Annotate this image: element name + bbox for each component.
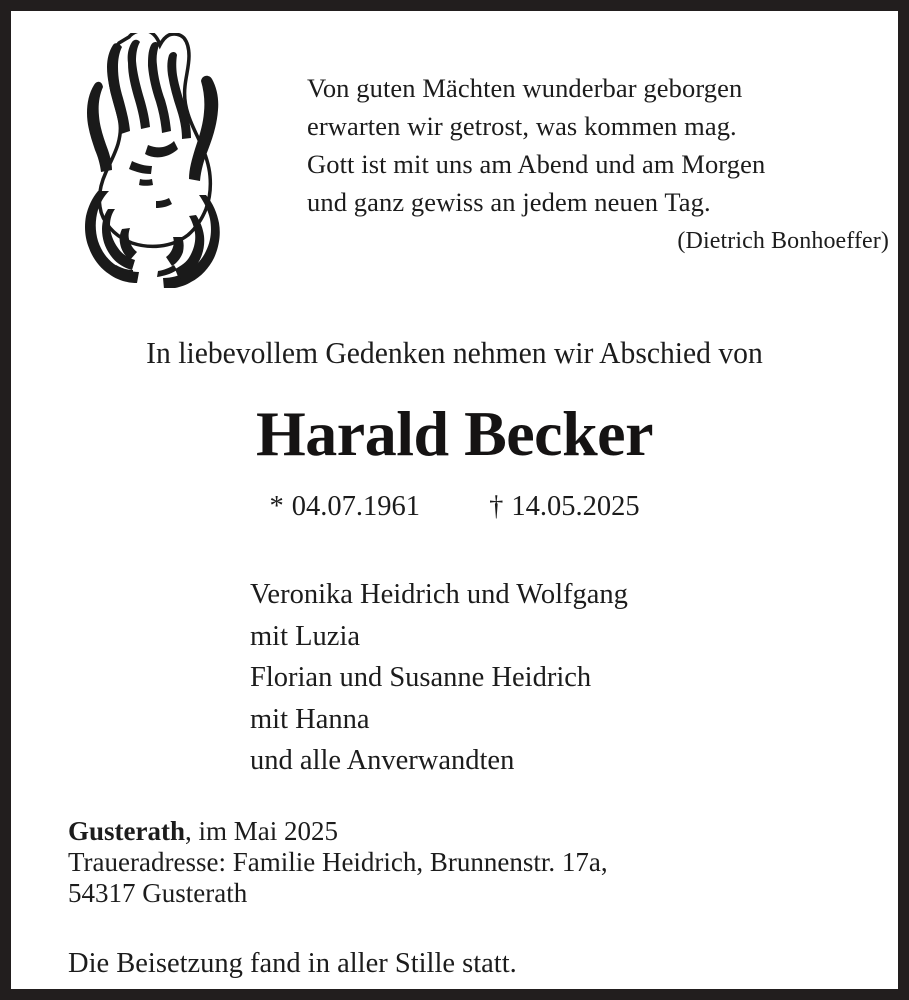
- poem-line: erwarten wir getrost, was kommen mag.: [307, 111, 737, 141]
- place-and-date-line: [68, 816, 608, 847]
- family-line: Veronika Heidrich und Wolfgang: [250, 579, 628, 610]
- birth-star-icon: *: [269, 491, 284, 522]
- poem-block: [307, 69, 889, 259]
- birth-date-group: [269, 491, 427, 522]
- family-line: mit Hanna: [250, 703, 370, 735]
- place-name: Gusterath: [68, 816, 185, 846]
- memorial-intro: In liebevollem Gedenken nehmen wir Abschied von: [146, 335, 763, 370]
- family-line: mit Luzia: [250, 620, 361, 652]
- family-line: und alle Anverwandten: [250, 745, 515, 776]
- poem-attribution: (Dietrich Bonhoeffer): [677, 228, 889, 254]
- praying-hands-icon: [56, 33, 248, 288]
- family-block: [250, 574, 628, 782]
- birth-date: 04.07.1961: [291, 491, 420, 522]
- death-date: 14.05.2025: [511, 491, 640, 522]
- poem-line: Von guten Mächten wunderbar geborgen: [307, 73, 743, 103]
- life-dates: [11, 488, 898, 526]
- family-line: Florian und Susanne Heidrich: [250, 662, 592, 693]
- deceased-name: Harald Becker: [256, 398, 653, 469]
- poem-line: Gott ist mit uns am Abend und am Morgen: [307, 149, 766, 179]
- burial-note: Die Beisetzung fand in aller Stille statt.: [68, 948, 517, 979]
- death-date-group: [489, 491, 640, 522]
- mourning-address-line: Traueradresse: Familie Heidrich, Brunnenstr. 17a,: [68, 847, 608, 877]
- address-block: [68, 816, 608, 909]
- place-date: , im Mai 2025: [185, 816, 338, 846]
- death-cross-icon: †: [489, 491, 504, 522]
- mourning-address-city: 54317 Gusterath: [68, 878, 248, 908]
- notice-paper: [11, 11, 898, 989]
- poem-line: und ganz gewiss an jedem neuen Tag.: [307, 187, 711, 217]
